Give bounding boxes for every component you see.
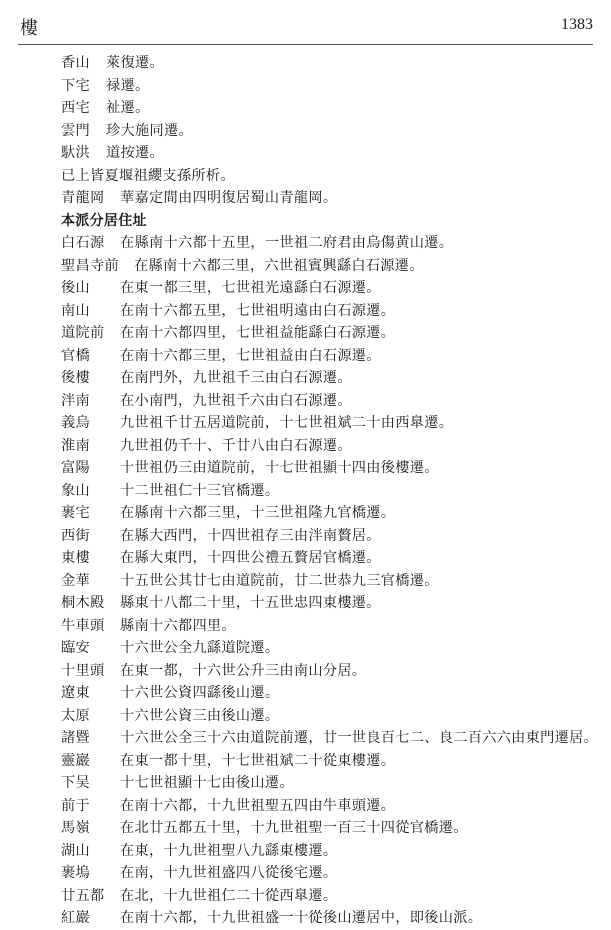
list-item	[61, 750, 591, 773]
place-description: 十五世公其廿七由道院前，廿二世恭九三官橋遷。	[120, 572, 439, 589]
place-name: 泮南	[61, 392, 90, 409]
list-item	[61, 277, 591, 300]
list-item	[61, 187, 591, 210]
list-item	[61, 502, 591, 525]
place-description: 在小南門，九世祖千六由白石源遷。	[120, 392, 352, 409]
list-item	[61, 390, 591, 413]
place-name: 東樓	[61, 550, 90, 566]
place-description: 萊復遷。	[106, 55, 164, 71]
place-name: 十里頭	[61, 662, 105, 679]
place-name: 雲門	[61, 122, 90, 139]
list-item	[61, 592, 591, 615]
place-description: 已上皆夏堰祖纓支孫所析。	[61, 167, 235, 184]
list-item	[61, 412, 591, 435]
place-name: 西街	[61, 527, 90, 544]
place-name: 聖昌寺前	[61, 257, 119, 274]
place-name: 馬嶺	[61, 820, 90, 836]
list-item	[61, 457, 591, 480]
list-item	[61, 97, 591, 120]
place-description: 十二世祖仁十三官橋遷。	[120, 482, 280, 499]
place-name: 金華	[61, 572, 90, 589]
list-item	[61, 322, 591, 345]
place-name: 牛車頭	[61, 617, 105, 634]
list-item	[61, 862, 591, 885]
place-description: 珍大施同遷。	[106, 122, 193, 139]
place-description: 在南十六都，十九世祖聖五四由牛車頭遷。	[120, 797, 396, 814]
list-item	[61, 120, 591, 143]
section-title: 本派分居住址	[61, 212, 147, 229]
place-description: 在北，十九世祖仁二十從西臯遷。	[120, 887, 338, 904]
list-item	[61, 682, 591, 705]
list-item	[61, 255, 591, 278]
place-description: 縣南十六都四里。	[120, 617, 236, 634]
page-header	[18, 10, 593, 45]
place-description: 九世祖千廿五居道院前，十七世祖斌二十由西臯遷。	[120, 415, 454, 431]
place-name: 遼東	[61, 685, 90, 701]
place-name: 裹塢	[61, 865, 90, 881]
place-name: 淮南	[61, 437, 90, 454]
list-item	[61, 817, 591, 840]
place-description: 十世祖仍三由道院前，十七世祖顯十四由後樓遷。	[120, 460, 439, 476]
place-description: 十六世公全九繇道院遷。	[120, 640, 280, 656]
place-name: 湖山	[61, 842, 90, 859]
section-heading	[61, 210, 591, 233]
place-description: 在南門外，九世祖千三由白石源遷。	[120, 370, 352, 386]
place-description: 道按遷。	[106, 145, 164, 161]
place-name: 後樓	[61, 370, 90, 386]
place-name: 義烏	[61, 415, 90, 431]
place-description: 祉遷。	[106, 100, 150, 116]
list-item	[61, 345, 591, 368]
list-item	[61, 907, 591, 930]
list-item	[61, 885, 591, 908]
place-description: 在縣南十六都十五里，一世祖二府君由烏傷黄山遷。	[120, 235, 454, 251]
list-item	[61, 727, 599, 750]
list-item	[61, 300, 591, 323]
place-description: 華嘉定間由四明復居蜀山青龍岡。	[120, 190, 338, 206]
list-item	[61, 570, 591, 593]
place-description: 在東一都十里，十七世祖斌二十從東樓遷。	[120, 752, 396, 769]
list-item	[61, 615, 591, 638]
list-item	[61, 52, 591, 75]
list-item	[61, 840, 591, 863]
place-name: 裹宅	[61, 505, 90, 521]
place-name: 後山	[61, 280, 90, 296]
list-item	[61, 795, 591, 818]
list-item	[61, 705, 591, 728]
place-description: 在東，十九世祖聖八九繇東樓遷。	[120, 842, 338, 859]
place-description: 十六世公資三由後山遷。	[120, 707, 280, 724]
page-number: 1383	[561, 16, 593, 33]
place-name: 諸暨	[61, 730, 90, 746]
place-name: 象山	[61, 482, 90, 499]
place-description: 縣東十八都二十里，十五世忠四東樓遷。	[120, 595, 381, 611]
list-item	[61, 165, 591, 188]
place-description: 十七世祖顯十七由後山遷。	[120, 775, 294, 791]
place-name: 靈巖	[61, 752, 90, 769]
list-item	[61, 480, 591, 503]
place-description: 在南十六都四里，七世祖益能繇白石源遷。	[120, 325, 396, 341]
place-name: 前于	[61, 797, 90, 814]
place-description: 在縣大西門，十四世祖存三由泮南贅居。	[120, 527, 381, 544]
place-name: 青龍岡	[61, 190, 105, 206]
place-description: 在南十六都，十九世祖盛一十從後山遷居中，即後山派。	[120, 910, 483, 926]
list-item	[61, 435, 591, 458]
place-name: 白石源	[61, 235, 105, 251]
place-name: 道院前	[61, 325, 105, 341]
place-description: 九世祖仍千十、千廿八由白石源遷。	[120, 437, 352, 454]
list-item	[61, 637, 591, 660]
place-name: 廿五都	[61, 887, 105, 904]
place-name: 馱洪	[61, 145, 90, 161]
place-name: 富陽	[61, 460, 90, 476]
place-name: 下宅	[61, 77, 90, 94]
place-description: 在東一都三里，七世祖光遠繇白石源遷。	[120, 280, 381, 296]
place-name: 南山	[61, 302, 90, 319]
list-item	[61, 525, 591, 548]
place-description: 十六世公全三十六由道院前遷，廿一世良百七二、良二百六六由東門遷居。	[120, 730, 599, 746]
list-item	[61, 75, 591, 98]
place-description: 在南十六都五里，七世祖明遠由白石源遷。	[120, 302, 396, 319]
place-name: 香山	[61, 55, 90, 71]
list-item	[61, 367, 591, 390]
place-description: 在東一都，十六世公升三由南山分居。	[120, 662, 367, 679]
place-name: 紅巖	[61, 910, 90, 926]
place-name: 臨安	[61, 640, 90, 656]
place-description: 在南，十九世祖盛四八從後宅遷。	[120, 865, 338, 881]
place-name: 西宅	[61, 100, 90, 116]
list-item	[61, 142, 591, 165]
place-description: 禄遷。	[106, 77, 150, 94]
place-description: 在縣大東門，十四世公禮五贅居官橋遷。	[120, 550, 381, 566]
place-description: 在北廿五都五十里，十九世祖聖一百三十四從官橋遷。	[120, 820, 468, 836]
place-description: 在縣南十六都三里，六世祖賓興繇白石源遷。	[134, 257, 424, 274]
place-name: 官橋	[61, 347, 90, 364]
place-name: 下吴	[61, 775, 90, 791]
place-list	[61, 52, 599, 930]
list-item	[61, 660, 591, 683]
place-description: 十六世公資四繇後山遷。	[120, 685, 280, 701]
place-name: 太原	[61, 707, 90, 724]
place-description: 在縣南十六都三里，十三世祖隆九官橋遷。	[120, 505, 396, 521]
list-item	[61, 232, 591, 255]
place-description: 在南十六都三里，七世祖益由白石源遷。	[120, 347, 381, 364]
place-name: 桐木殿	[61, 595, 105, 611]
running-head-title: 樓	[20, 18, 38, 39]
list-item	[61, 547, 591, 570]
list-item	[61, 772, 591, 795]
